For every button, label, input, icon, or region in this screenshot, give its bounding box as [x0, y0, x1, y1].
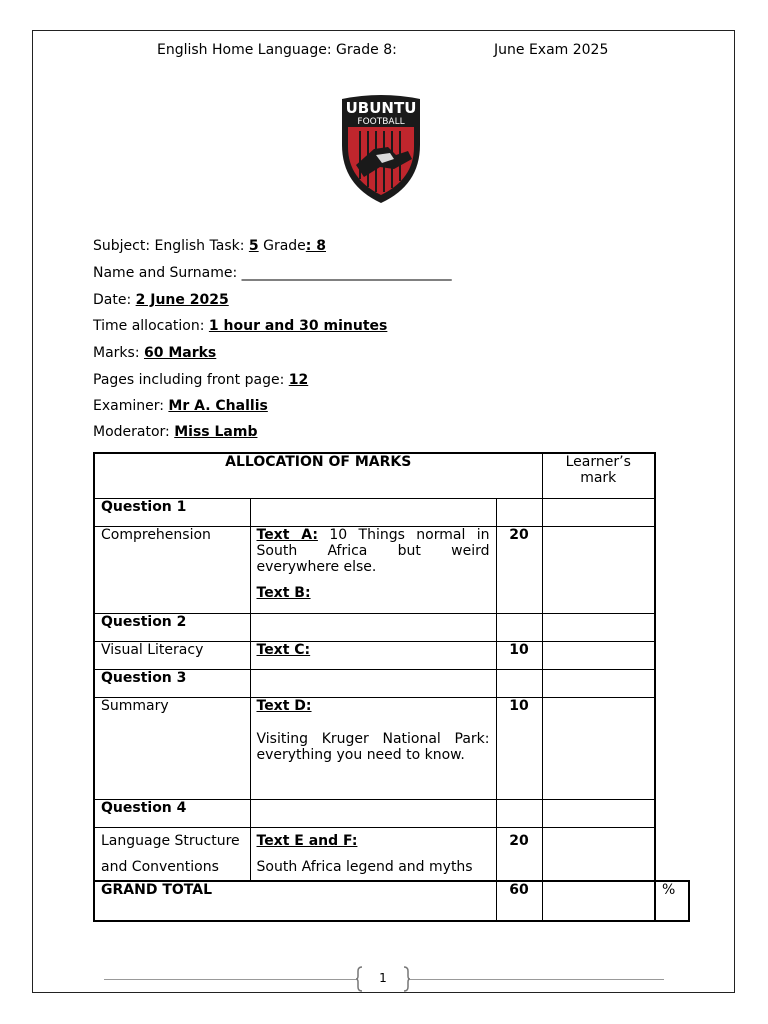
examiner-line: Examiner: Mr A. Challis: [93, 398, 268, 414]
page-number: 1: [379, 971, 387, 985]
moderator-name: Miss Lamb: [174, 424, 258, 440]
q3-marks: 10: [496, 697, 542, 799]
table-row: [94, 613, 689, 641]
table-row: [94, 799, 689, 827]
text-c-label: Text C:: [250, 641, 496, 669]
marks-line: Marks: 60 Marks: [93, 345, 217, 361]
header-exam-date: June Exam 2025: [494, 42, 609, 58]
text-b-label: Text B:: [256, 584, 311, 601]
page-number-box: [356, 966, 410, 992]
total-marks: 60 Marks: [143, 345, 217, 361]
language-line1: Language Structure: [101, 832, 240, 849]
table-row: [94, 669, 689, 697]
comprehension-label: Comprehension: [94, 526, 250, 613]
school-logo: [336, 93, 426, 205]
logo-line2: FOOTBALL: [357, 117, 405, 127]
learner-mark-heading: Learner’s mark: [542, 453, 655, 498]
table-row: [94, 641, 689, 669]
q1-marks: 20: [496, 526, 542, 613]
allocation-table: [93, 452, 690, 922]
grade-number: : 8: [305, 238, 326, 254]
task-number: 5: [248, 238, 259, 254]
text-ef-cell: [250, 827, 496, 881]
text-d-label: Text D:: [256, 697, 312, 714]
footer-line-right: [410, 979, 664, 980]
table-row: [94, 827, 689, 881]
moderator-line: Moderator: Miss Lamb: [93, 424, 258, 440]
table-row: [94, 498, 689, 526]
examiner-name: Mr A. Challis: [168, 398, 268, 414]
subject-line: Subject: English Task: 5 Grade: 8: [93, 238, 326, 254]
date-line: Date: 2 June 2025: [93, 292, 229, 308]
language-structure-cell: [94, 827, 250, 881]
text-d-description: Visiting Kruger National Park: everything you need to know.: [256, 730, 490, 763]
question-3-label: Question 3: [94, 669, 250, 697]
table-row: [94, 697, 689, 799]
question-2-label: Question 2: [94, 613, 250, 641]
time-allocation: 1 hour and 30 minutes: [208, 318, 388, 334]
page-count: 12: [288, 372, 309, 388]
footer-line-left: [104, 979, 356, 980]
table-header-row: [94, 453, 689, 498]
table-row: [94, 526, 689, 613]
logo-line1: UBUNTU: [345, 99, 417, 117]
pages-line: Pages including front page: 12: [93, 372, 309, 388]
exam-date: 2 June 2025: [135, 292, 229, 308]
text-a-b-cell: [250, 526, 496, 613]
summary-label: Summary: [94, 697, 250, 799]
time-allocation-line: Time allocation: 1 hour and 30 minutes: [93, 318, 388, 334]
language-line2: and Conventions: [101, 858, 219, 875]
question-4-label: Question 4: [94, 799, 250, 827]
name-surname-field: Name and Surname: ______________________________: [93, 265, 452, 281]
grand-total-learner-mark: [542, 881, 655, 921]
page-header: [0, 42, 768, 62]
q2-marks: 10: [496, 641, 542, 669]
allocation-heading: ALLOCATION OF MARKS: [94, 453, 542, 498]
q4-marks: 20: [496, 827, 542, 881]
header-subject: English Home Language: Grade 8:: [157, 42, 397, 58]
text-a-label: Text A:: [256, 526, 318, 543]
grand-total-row: [94, 881, 689, 921]
text-d-cell: [250, 697, 496, 799]
grand-total-marks: 60: [496, 881, 542, 921]
visual-literacy-label: Visual Literacy: [94, 641, 250, 669]
text-ef-description: South Africa legend and myths: [256, 858, 473, 875]
question-1-label: Question 1: [94, 498, 250, 526]
text-a-description: 10 Things normal in South Africa but weird everywhere else.: [256, 526, 490, 575]
grand-total-label: GRAND TOTAL: [94, 881, 496, 921]
text-ef-label: Text E and F:: [256, 832, 358, 849]
percent-cell: %: [655, 881, 689, 921]
